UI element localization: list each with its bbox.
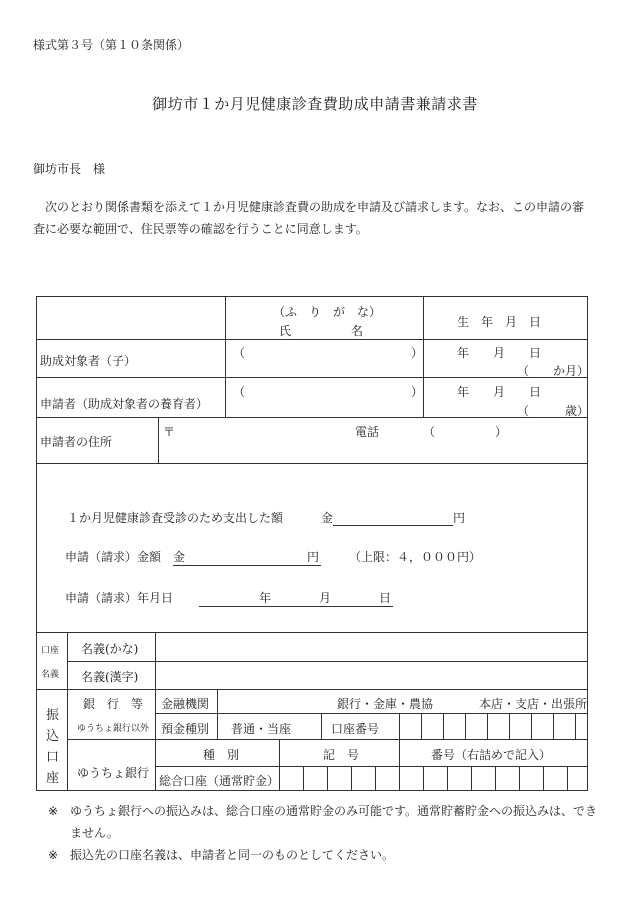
claim-amount-field[interactable] <box>173 548 321 566</box>
transfer-side-label: 振込口座 <box>46 708 60 786</box>
paid-amount-label: １か月児健康診査受診のため支出した額 <box>67 511 284 525</box>
branch-types[interactable]: 本店・支店・出張所 <box>479 697 588 711</box>
bank-label: 銀 行 等 <box>83 697 144 711</box>
account-side-label-1: 口座 <box>41 646 60 656</box>
claim-kin: 金 <box>173 550 186 564</box>
note-text: 振込先の口座名義は、申請者と同一のものとしてください。 <box>70 848 395 862</box>
phone-field[interactable]: （ ） <box>423 425 508 439</box>
subject-birthdate[interactable]: 年 月 日 <box>457 346 542 360</box>
account-kana-label: 名義(かな) <box>81 642 139 656</box>
subject-label: 助成対象者（子） <box>40 354 137 368</box>
claim-amount-label: 申請（請求）金額 <box>65 550 162 564</box>
intro-paragraph: 次のとおり関係書類を添えて１か月児健康診査費の助成を申請及び請求します。なお、この申請の審査に必要な範囲で、住民票等の確認を行うことに同意します。 <box>33 200 585 236</box>
applicant-name-open-paren: （ <box>233 385 246 399</box>
account-kanji-label: 名義(漢字) <box>81 670 139 684</box>
document-title: 御坊市１か月児健康診査費助成申請書兼請求書 <box>152 95 478 113</box>
paid-amount-field[interactable] <box>321 509 465 526</box>
subject-name-close-paren: ） <box>411 346 424 360</box>
account-side-label-2: 名義 <box>41 670 60 680</box>
claim-limit-note: （上限：４，０００円） <box>349 550 482 564</box>
number-header: 番号（右詰めで記入） <box>431 748 552 762</box>
claim-date-label: 申請（請求）年月日 <box>65 591 174 605</box>
subject-age-months[interactable]: （ か月） <box>517 364 590 378</box>
birthdate-header: 生 年 月 日 <box>457 315 542 329</box>
addressee: 御坊市長 様 <box>33 162 106 176</box>
note-mark: ※ <box>48 848 59 862</box>
general-account-label: 総合口座（通常貯金） <box>159 774 280 788</box>
furigana-header: （ふ り が な） <box>273 305 382 319</box>
symbol-header: 記 号 <box>323 748 360 762</box>
note-mark: ※ <box>48 804 59 818</box>
notes <box>48 800 598 866</box>
yucho-label: ゆうちょ銀行 <box>77 766 150 780</box>
deposit-type-label: 預金種別 <box>161 722 210 736</box>
institution-label: 金融機関 <box>161 697 210 711</box>
note-text: ゆうちょ銀行への振込みは、総合口座の通常貯金のみ可能です。通常貯蓄貯金への振込みは、できません。 <box>70 804 598 840</box>
form-number: 様式第３号（第１０条関係） <box>33 38 190 52</box>
note-item <box>48 844 598 866</box>
claim-month: 月 <box>319 591 332 605</box>
paid-kin: 金 <box>321 511 334 525</box>
bank-sublabel: ゆうちょ銀行以外 <box>77 724 150 734</box>
account-number-label: 口座番号 <box>331 722 380 736</box>
applicant-age-years[interactable]: （ 歳） <box>517 404 590 418</box>
subject-name-open-paren: （ <box>233 346 246 360</box>
applicant-birthdate[interactable]: 年 月 日 <box>457 385 542 399</box>
claim-yen: 円 <box>307 550 320 564</box>
claim-year: 年 <box>259 591 272 605</box>
kind-header: 種 別 <box>203 748 240 762</box>
institution-types[interactable]: 銀行・金庫・農協 <box>337 697 434 711</box>
name-header: 氏 名 <box>279 324 364 338</box>
address-label: 申請者の住所 <box>40 435 113 449</box>
deposit-types[interactable]: 普通・当座 <box>231 722 292 736</box>
postal-mark: 〒 <box>163 425 176 439</box>
applicant-label: 申請者（助成対象者の養育者） <box>40 397 209 411</box>
claim-date-field[interactable] <box>199 589 393 607</box>
application-form-table <box>36 296 588 791</box>
paid-yen: 円 <box>453 511 466 525</box>
note-item <box>48 800 598 844</box>
phone-label: 電話 <box>355 425 380 439</box>
claim-day: 日 <box>379 591 392 605</box>
applicant-name-close-paren: ） <box>411 385 424 399</box>
